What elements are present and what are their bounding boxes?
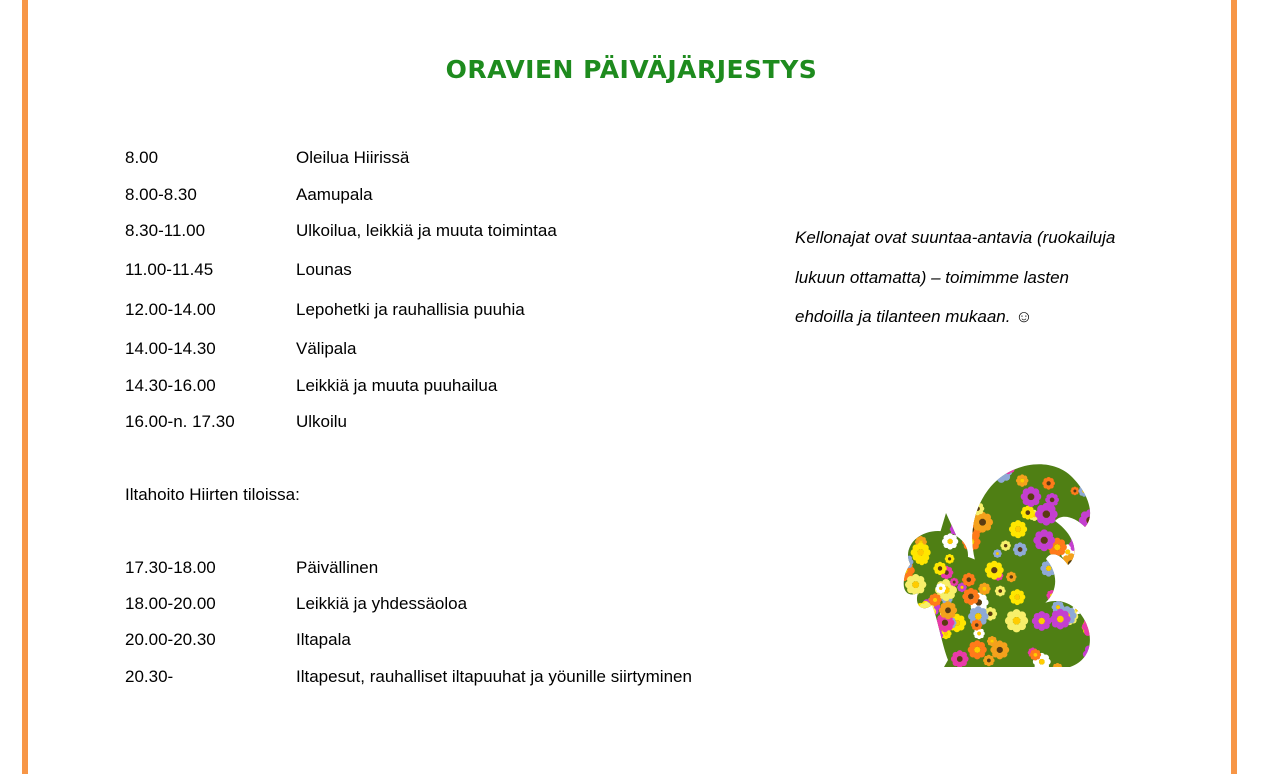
schedule-time: 8.00	[125, 148, 159, 167]
schedule-activity: Lepohetki ja rauhallisia puuhia	[296, 300, 525, 319]
floral-squirrel-icon	[900, 455, 1100, 670]
schedule-time: 20.00-20.30	[125, 630, 216, 649]
schedule-time: 14.00-14.30	[125, 339, 216, 358]
schedule-time: 11.00-11.45	[125, 260, 214, 279]
schedule-activity: Aamupala	[296, 185, 373, 204]
schedule-activity: Välipala	[296, 339, 357, 358]
schedule-activity: Ulkoilu	[296, 412, 348, 431]
schedule-time: 12.00-14.00	[125, 300, 216, 319]
schedule-note: Kellonajat ovat suuntaa-antavia (ruokailuja lukuun ottamatta) – toimimme lasten ehdoilla ja tilanteen mukaan. ☺	[795, 228, 1116, 326]
schedule-time: 17.30-18.00	[125, 558, 216, 577]
schedule-activity: Leikkiä ja muuta puuhailua	[296, 376, 498, 395]
schedule-activity: Leikkiä ja yhdessäoloa	[296, 594, 468, 613]
schedule-time: 14.30-16.00	[125, 376, 216, 395]
page-title: ORAVIEN PÄIVÄJÄRJESTYS	[445, 55, 818, 84]
schedule-time: 20.30-	[125, 667, 174, 686]
schedule-time: 8.00-8.30	[125, 185, 197, 204]
schedule-time: 16.00-n. 17.30	[125, 412, 235, 431]
page-border-right	[1231, 0, 1237, 774]
evening-care-heading: Iltahoito Hiirten tiloissa:	[125, 485, 300, 504]
schedule-activity: Iltapala	[296, 630, 351, 649]
schedule-time: 8.30-11.00	[125, 221, 206, 240]
page-border-left	[22, 0, 28, 774]
schedule-time: 18.00-20.00	[125, 594, 216, 613]
schedule-activity: Iltapesut, rauhalliset iltapuuhat ja yöunille siirtyminen	[296, 667, 692, 686]
schedule-activity: Ulkoilua, leikkiä ja muuta toimintaa	[296, 221, 557, 240]
schedule-activity: Oleilua Hiirissä	[296, 148, 410, 167]
schedule-activity: Päivällinen	[296, 558, 379, 577]
schedule-activity: Lounas	[296, 260, 352, 279]
